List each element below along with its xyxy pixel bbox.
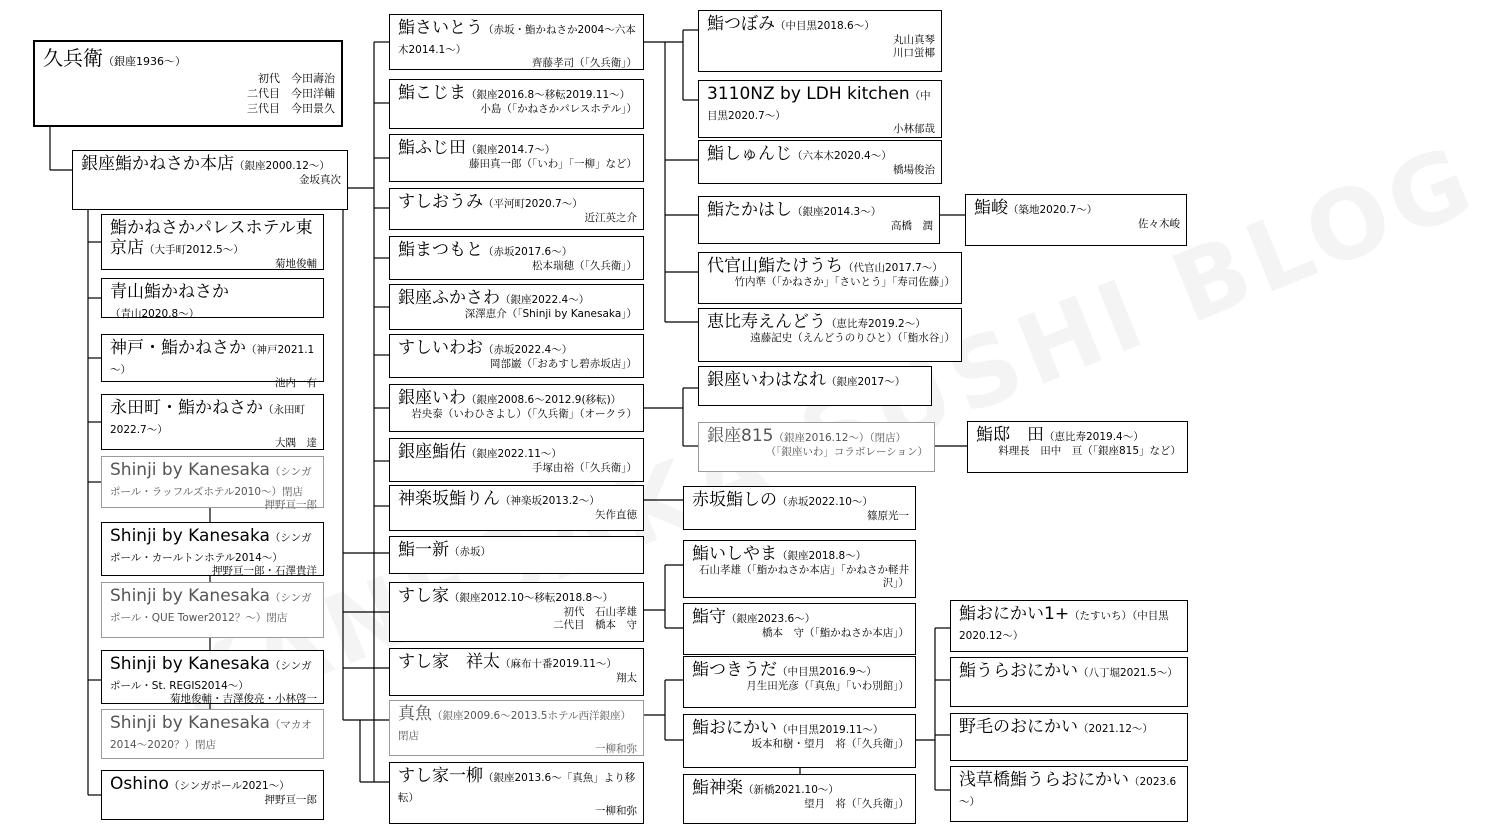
restaurant-name: 銀座いわはなれ xyxy=(707,370,826,390)
restaurant-note: （赤坂2022.10～） xyxy=(777,496,873,508)
restaurant-note: （銀座2009.6～2013.5ホテル西洋銀座）閉店 xyxy=(398,710,631,742)
node-kyubey xyxy=(33,40,343,127)
restaurant-name: 鮨いしやま xyxy=(692,544,777,564)
restaurant-note: （銀座2022.11～） xyxy=(466,448,562,460)
node-sushiomi xyxy=(389,188,644,230)
node-kagurazaka-rin xyxy=(389,485,644,531)
chef-name: 深澤恵介（「Shinji by Kanesaka」） xyxy=(464,308,637,320)
node-ginza-815 xyxy=(698,422,935,472)
restaurant-note: （シンガポール・ラッフルズホテル2010～）閉店 xyxy=(110,466,312,498)
restaurant-name: Shinji by Kanesaka xyxy=(110,460,270,480)
restaurant-note: （大手町2012.5～） xyxy=(144,244,244,256)
chef-name: （「銀座いわ」コラボレーション） xyxy=(765,446,928,458)
restaurant-note: （八丁堀2021.5～） xyxy=(1078,667,1178,679)
restaurant-note: （築地2020.7～） xyxy=(1008,204,1098,216)
restaurant-note: （平河町2020.7～） xyxy=(483,198,583,210)
restaurant-name: すしいわお xyxy=(398,338,483,358)
restaurant-note: （中目黒2020.7～） xyxy=(707,90,931,122)
restaurant-name: 鮨しゅんじ xyxy=(707,144,792,164)
restaurant-name: 鮨ふじ田 xyxy=(398,138,466,158)
restaurant-name: 野毛のおにかい xyxy=(959,717,1078,737)
restaurant-note: （中目黒2019.11～） xyxy=(777,724,884,736)
node-sushi-isshin xyxy=(389,536,644,574)
chef-name: 橋本 守（「鮨かねさか本店」） xyxy=(762,627,909,639)
node-sushi-shun xyxy=(965,194,1187,246)
chef-name: 齊藤孝司（「久兵衛」） xyxy=(532,57,637,69)
node-sushi-onikai xyxy=(683,714,916,768)
restaurant-note: （銀座2014.3～） xyxy=(792,206,882,218)
chef-name: 高橋 潤 xyxy=(891,220,933,232)
node-nagatacho-kanesaka xyxy=(101,394,324,450)
node-sushi-saito xyxy=(389,14,644,70)
restaurant-name: 鮨つぼみ xyxy=(707,14,775,34)
node-ebisu-endo xyxy=(698,308,962,362)
node-sushi-tsukiuda xyxy=(683,656,916,708)
chef-name: 岩央泰（いわひさよし）（「久兵衛」（オークラ） xyxy=(411,408,637,420)
node-shinji-regis xyxy=(101,650,324,704)
chef-name: 菊地俊輔・吉澤俊亮・小林啓一 xyxy=(170,693,317,705)
node-ginza-sukesuke xyxy=(389,438,644,482)
node-shinji-macau xyxy=(101,709,324,759)
chef-name: 金坂真次 xyxy=(299,174,341,186)
restaurant-note: （銀座2017～） xyxy=(826,376,906,388)
restaurant-name: 鮨おにかい xyxy=(692,718,777,738)
restaurant-note: （銀座2023.6～） xyxy=(726,613,816,625)
node-sushi-matsumoto xyxy=(389,236,644,280)
restaurant-name: 鮨邸 田 xyxy=(976,425,1044,445)
chef-name: 石山孝雄（「鮨かねさか本店」「かねさか軽井沢」） xyxy=(699,564,909,589)
node-sushiie xyxy=(389,582,644,642)
chef-name: 三代目 今田景久 xyxy=(247,102,335,115)
node-sushiiwao xyxy=(389,334,644,378)
chef-name: 丸山真琴 xyxy=(893,34,935,46)
node-kanesaka-palace xyxy=(101,214,324,270)
chef-name: 月生田光彦（「真魚」「いわ別館」） xyxy=(746,680,909,692)
chef-name: 小島（「かねさかパレスホテル」） xyxy=(480,103,637,115)
restaurant-note: （銀座2016.12～）（閉店） xyxy=(773,432,907,444)
node-shinji-carlton xyxy=(101,522,324,576)
chef-name: 初代 石山孝雄 xyxy=(563,606,637,618)
restaurant-name: 青山鮨かねさか xyxy=(110,282,229,302)
restaurant-name: Shinji by Kanesaka xyxy=(110,713,270,733)
chef-name: 翔太 xyxy=(616,672,637,684)
restaurant-note: （銀座2014.7～） xyxy=(466,144,556,156)
restaurant-name: 神楽坂鮨りん xyxy=(398,489,500,509)
chef-name: 川口蛍椰 xyxy=(893,47,935,59)
chef-name: 竹内準（「かねさか」「さいとう」「寿司佐藤」） xyxy=(734,276,955,288)
node-sushiie-shota xyxy=(389,648,644,696)
chef-name: 池内一有 xyxy=(275,377,317,389)
node-sushi-fujita xyxy=(389,134,644,182)
restaurant-name: 鮨峻 xyxy=(974,198,1008,218)
chef-name: 料理長 田中 亘（「銀座815」など） xyxy=(998,445,1181,457)
restaurant-name: 鮨神楽 xyxy=(692,778,743,798)
chef-name: 押野亘一郎 xyxy=(264,794,317,806)
node-onikai-1plus xyxy=(950,600,1188,652)
node-sushi-mamoru xyxy=(683,603,916,655)
restaurant-note: （中目黒2018.6～） xyxy=(775,20,875,32)
restaurant-note: （青山2020.8～） xyxy=(110,308,200,320)
node-sushi-tsubomi xyxy=(698,10,942,72)
restaurant-name: 銀座ふかさわ xyxy=(398,288,500,308)
restaurant-note: （銀座2012.10～移転2018.8～） xyxy=(449,592,614,604)
restaurant-note: （永田町2022.7～） xyxy=(110,404,305,436)
node-kobe-kanesaka xyxy=(101,334,324,389)
chef-name: 初代 今田壽治 xyxy=(258,72,335,85)
restaurant-name: Shinji by Kanesaka xyxy=(110,526,270,546)
chef-name: 一柳和弥 xyxy=(595,805,637,817)
restaurant-note: （銀座2008.6～2012.9(移転)） xyxy=(466,394,622,406)
restaurant-name: 銀座いわ xyxy=(398,388,466,408)
restaurant-note: （銀座2018.8～） xyxy=(777,550,867,562)
restaurant-name: すし家 xyxy=(398,586,449,606)
restaurant-note: （神戸2021.1～） xyxy=(110,344,315,376)
node-manna xyxy=(389,700,644,756)
restaurant-name: 赤坂鮨しの xyxy=(692,490,777,510)
restaurant-name: 鮨つきうだ xyxy=(692,660,777,680)
restaurant-note: （シンガポール・カールトンホテル2014～） xyxy=(110,532,312,564)
node-kanesaka-honten xyxy=(72,150,348,210)
node-noge-onikai xyxy=(950,713,1188,761)
restaurant-name: 銀座鮨佑 xyxy=(398,442,466,462)
restaurant-note: （六本木2020.4～） xyxy=(792,150,892,162)
node-aoyama-kanesaka xyxy=(101,278,324,318)
node-daikanyama-takeuchi xyxy=(698,252,962,304)
restaurant-note: （中目黒2016.9～） xyxy=(777,666,877,678)
chef-name: 二代目 橋本 守 xyxy=(553,619,637,631)
restaurant-note: （2021.12～） xyxy=(1078,723,1153,735)
node-shinji-raffles xyxy=(101,456,324,511)
restaurant-name: 浅草橋鮨うらおにかい xyxy=(959,770,1129,790)
restaurant-name: 鮨守 xyxy=(692,607,726,627)
node-akasaka-shino xyxy=(683,486,916,530)
restaurant-name: 鮨一新 xyxy=(398,540,449,560)
restaurant-name: 銀座815 xyxy=(707,426,774,446)
chef-name: 坂本和樹・望月 将（「久兵衛」） xyxy=(751,738,909,750)
restaurant-name: Oshino xyxy=(110,774,169,794)
restaurant-name: 鮨かねさかパレスホテル東京店 xyxy=(110,218,313,258)
chef-name: 矢作直徳 xyxy=(595,509,637,521)
chef-name: 近江英之介 xyxy=(584,212,637,224)
restaurant-note: （新橋2021.10～） xyxy=(743,784,839,796)
chef-name: 手塚由裕（「久兵衛」） xyxy=(532,462,637,474)
node-ginza-iwabanare xyxy=(698,366,932,406)
restaurant-name: Shinji by Kanesaka xyxy=(110,654,270,674)
restaurant-name: 銀座鮨かねさか本店 xyxy=(81,154,234,174)
restaurant-note: （シンガポール・St. REGIS2014～） xyxy=(110,660,312,692)
node-sushi-shunji xyxy=(698,140,942,184)
restaurant-note: （たすいち）（中目黒2020.12～） xyxy=(959,610,1169,642)
node-ura-onikai xyxy=(950,657,1188,707)
node-oshino xyxy=(101,770,324,820)
chef-name: 藤田真一郎（「いわ」「一柳」など） xyxy=(469,158,637,170)
restaurant-note: （代官山2017.7～） xyxy=(843,262,943,274)
restaurant-name: 神戸・鮨かねさか xyxy=(110,338,246,358)
restaurant-note: （赤坂） xyxy=(449,546,491,558)
restaurant-note: （銀座2000.12～） xyxy=(234,160,330,172)
node-sushi-tanaka xyxy=(967,421,1188,473)
chef-name: 橋場俊治 xyxy=(893,164,935,176)
restaurant-note: （銀座2013.6～「真魚」より移転） xyxy=(398,772,636,804)
restaurant-name: 鮨うらおにかい xyxy=(959,661,1078,681)
restaurant-note: （2023.6～） xyxy=(959,776,1177,808)
restaurant-note: （恵比寿2019.2～） xyxy=(826,318,926,330)
restaurant-name: 鮨たかはし xyxy=(707,200,792,220)
restaurant-name: すし家一柳 xyxy=(398,766,483,786)
node-3110nz-ldh xyxy=(698,80,942,138)
chef-name: 菊地俊輔 xyxy=(275,258,317,270)
restaurant-note: （麻布十番2019.11～） xyxy=(500,658,617,670)
chef-name: 小林郁哉 xyxy=(893,123,935,135)
node-shinji-que xyxy=(101,582,324,638)
node-ginza-iwa xyxy=(389,384,644,432)
node-sushi-ishiyama xyxy=(683,540,916,598)
chef-name: 二代目 今田洋輔 xyxy=(247,87,335,100)
restaurant-name: 鮨おにかい1+ xyxy=(959,604,1070,624)
restaurant-name: 代官山鮨たけうち xyxy=(707,256,843,276)
node-sushi-shinraku xyxy=(683,774,916,824)
restaurant-name: 久兵衛 xyxy=(43,46,103,70)
node-ginza-fukasawa xyxy=(389,284,644,330)
chef-name: 大隅 達 xyxy=(275,437,317,449)
restaurant-name: Shinji by Kanesaka xyxy=(110,586,270,606)
node-sushi-takahashi xyxy=(698,196,940,244)
node-sushi-kojima xyxy=(389,79,644,129)
restaurant-name: 真魚 xyxy=(398,704,432,724)
restaurant-name: 永田町・鮨かねさか xyxy=(110,398,263,418)
chef-name: 押野亘一郎 xyxy=(264,499,317,511)
restaurant-note: （シンガポール・QUE Tower2012？～）閉店 xyxy=(110,592,312,624)
node-asakusabashi-onikai xyxy=(950,766,1188,822)
restaurant-name: 恵比寿えんどう xyxy=(707,312,826,332)
restaurant-note: （銀座2016.8～移転2019.11～） xyxy=(466,89,631,101)
restaurant-note: （マカオ2014～2020？）閉店 xyxy=(110,719,312,751)
restaurant-note: （恵比寿2019.4～） xyxy=(1044,431,1144,443)
restaurant-note: （銀座2022.4～） xyxy=(500,294,590,306)
restaurant-note: （赤坂2022.4～） xyxy=(483,344,573,356)
chef-name: 一柳和弥 xyxy=(595,743,637,755)
chef-name: 岡部巌（「おあすし碧赤坂店」） xyxy=(490,358,637,370)
chef-name: 松本瑞穂（「久兵衛」） xyxy=(532,260,637,272)
restaurant-name: 鮨さいとう xyxy=(398,18,483,38)
restaurant-name: 鮨こじま xyxy=(398,83,466,103)
restaurant-name: すしおうみ xyxy=(398,192,483,212)
chef-name: 望月 将（「久兵衛」） xyxy=(804,798,909,810)
restaurant-note: （シンガポール2021～） xyxy=(168,780,290,792)
restaurant-name: 鮨まつもと xyxy=(398,240,483,260)
restaurant-note: （神楽坂2013.2～） xyxy=(500,495,600,507)
chef-name: 篠原光一 xyxy=(867,510,909,522)
chef-name: 佐々木峻 xyxy=(1138,218,1180,230)
restaurant-name: すし家 祥太 xyxy=(398,652,500,672)
restaurant-note: （赤坂・鮨かねさか2004～六本木2014.1～） xyxy=(398,24,636,56)
chef-name: 押野亘一郎・石澤貴洋 xyxy=(212,565,317,577)
chef-name: 遠藤記史（えんどうのりひと）（「鮨水谷」） xyxy=(750,332,955,344)
restaurant-note: （赤坂2017.6～） xyxy=(483,246,573,258)
restaurant-note: （銀座1936～） xyxy=(103,55,186,68)
node-sushiie-ichiryu xyxy=(389,762,644,824)
restaurant-name: 3110NZ by LDH kitchen xyxy=(707,84,910,104)
